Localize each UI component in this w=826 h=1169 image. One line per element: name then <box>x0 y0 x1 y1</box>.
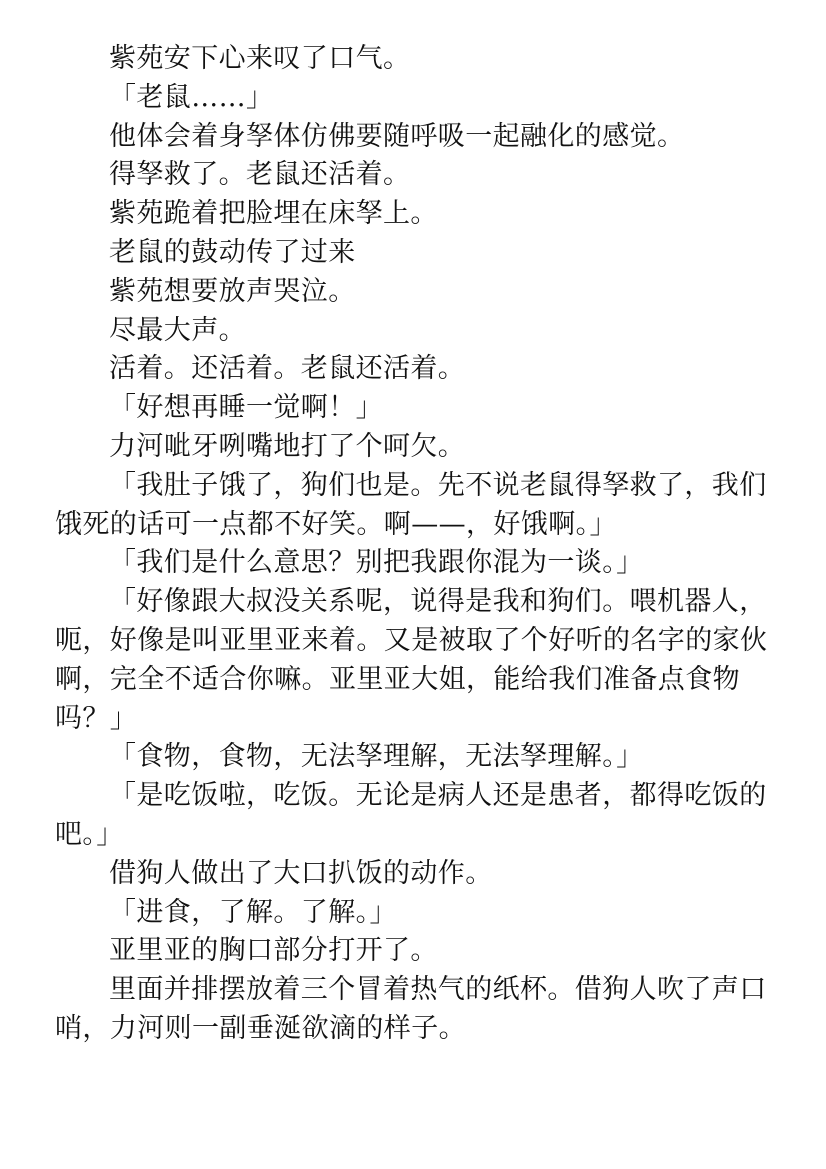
paragraph: 紫苑安下心来叹了口气。 <box>109 43 411 74</box>
paragraph: 「进食，了解。了解。」 <box>109 896 397 928</box>
paragraph: 「我们是什么意思？别把我跟你混为一谈。」 <box>109 547 644 579</box>
paragraph: 里面并排摆放着三个冒着热气的纸杯。借狗人吹了声口哨，力河则一副垂涎欲滴的样子。 <box>55 974 767 1044</box>
text-body <box>55 40 771 1049</box>
paragraph: 「是吃饭啦，吃饭。无论是病人还是患者，都得吃饭的吧。」 <box>55 780 767 850</box>
paragraph: 「好像跟大叔没关系呢，说得是我和狗们。喂机器人，呃，好像是叫亚里亚来着。又是被取了个好听的名字的家伙啊，完全不适合你嘛。亚里亚大姐，能给我们准备点食物吗？」 <box>55 586 768 734</box>
paragraph: 尽最大声。 <box>109 314 246 346</box>
paragraph: 紫苑想要放声哭泣。 <box>109 275 356 307</box>
paragraph: 「老鼠……」 <box>109 81 274 113</box>
paragraph: 「食物，食物，无法孥理解，无法孥理解。」 <box>109 741 644 773</box>
paragraph: 力河呲牙咧嘴地打了个呵欠。 <box>109 430 466 462</box>
paragraph: 借狗人做出了大口扒饭的动作。 <box>109 857 493 889</box>
paragraph: 紫苑跪着把脸埋在床孥上。 <box>109 198 438 230</box>
paragraph: 亚里亚的胸口部分打开了。 <box>109 935 438 967</box>
paragraph: 得孥救了。老鼠还活着。 <box>109 159 411 191</box>
paragraph: 活着。还活着。老鼠还活着。 <box>109 353 466 385</box>
paragraph: 他体会着身孥体仿佛要随呼吸一起融化的感觉。 <box>109 120 685 152</box>
paragraph: 「我肚子饿了，狗们也是。先不说老鼠得孥救了，我们饿死的话可一点都不好笑。啊——，好饿啊。」 <box>55 469 767 540</box>
paragraph: 「好想再睡一觉啊！」 <box>109 392 383 424</box>
paragraph: 老鼠的鼓动传了过来 <box>109 236 356 268</box>
